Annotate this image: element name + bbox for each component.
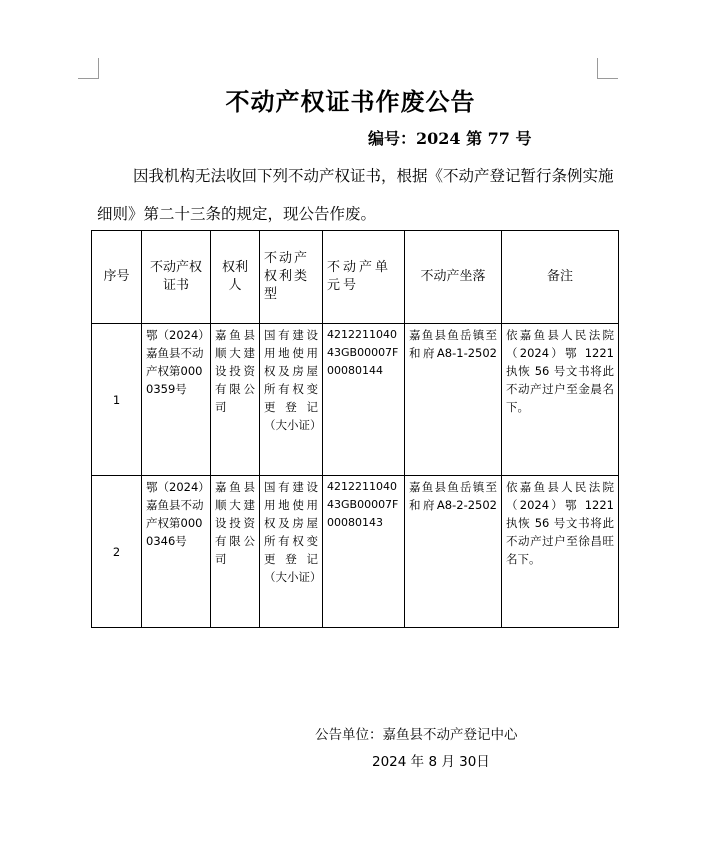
header-note: 备注 [502, 231, 619, 324]
table-row [92, 324, 619, 476]
row-note: 依嘉鱼县人民法院（2024）鄂 1221 执恢 56 号文书将此不动产过户至金晨名下。 [502, 324, 619, 476]
document-title: 不动产权证书作废公告 [225, 87, 476, 116]
row-certificate: 鄂（2024）嘉鱼县不动产权第0000359号 [142, 324, 211, 476]
header-owner: 权利人 [211, 231, 260, 324]
header-right-type: 不动产权利类型 [260, 231, 323, 324]
row-owner: 嘉鱼县顺大建设投资有限公司 [211, 324, 260, 476]
row-location: 嘉鱼县鱼岳镇至和府A8-1-2502 [405, 324, 502, 476]
row-location: 嘉鱼县鱼岳镇至和府A8-2-2502 [405, 476, 502, 628]
row-index: 2 [92, 476, 142, 628]
header-location: 不动产坐落 [405, 231, 502, 324]
header-certificate: 不动产权证书 [142, 231, 211, 324]
row-certificate: 鄂（2024）嘉鱼县不动产权第0000346号 [142, 476, 211, 628]
row-note: 依嘉鱼县人民法院（2024）鄂 1221 执恢 56 号文书将此不动产过户至徐昌旺名下。 [502, 476, 619, 628]
intro-paragraph: 因我机构无法收回下列不动产权证书，根据《不动产登记暂行条例实施细则》第二十三条的规定，现公告作废。 [97, 167, 614, 223]
document-number: 编号：2024 第 77 号 [368, 129, 532, 148]
header-index: 序号 [92, 231, 142, 324]
row-right-type: 国有建设用地使用权及房屋所有权变更登记（大小证） [260, 476, 323, 628]
issuing-unit: 公告单位：嘉鱼县不动产登记中心 [315, 727, 518, 743]
page-corner-mark-top-left [78, 58, 99, 79]
row-unit-no: 421221104043GB00007F00080144 [323, 324, 405, 476]
table-row [92, 476, 619, 628]
row-index: 1 [92, 324, 142, 476]
header-unit-no: 不动产单元号 [323, 231, 405, 324]
row-owner: 嘉鱼县顺大建设投资有限公司 [211, 476, 260, 628]
row-unit-no: 421221104043GB00007F00080143 [323, 476, 405, 628]
certificate-table [91, 230, 619, 628]
row-right-type: 国有建设用地使用权及房屋所有权变更登记（大小证） [260, 324, 323, 476]
issue-date: 2024 年 8 月 30日 [372, 754, 490, 770]
page-corner-mark-top-right [597, 58, 618, 79]
table-header-row [92, 231, 619, 324]
